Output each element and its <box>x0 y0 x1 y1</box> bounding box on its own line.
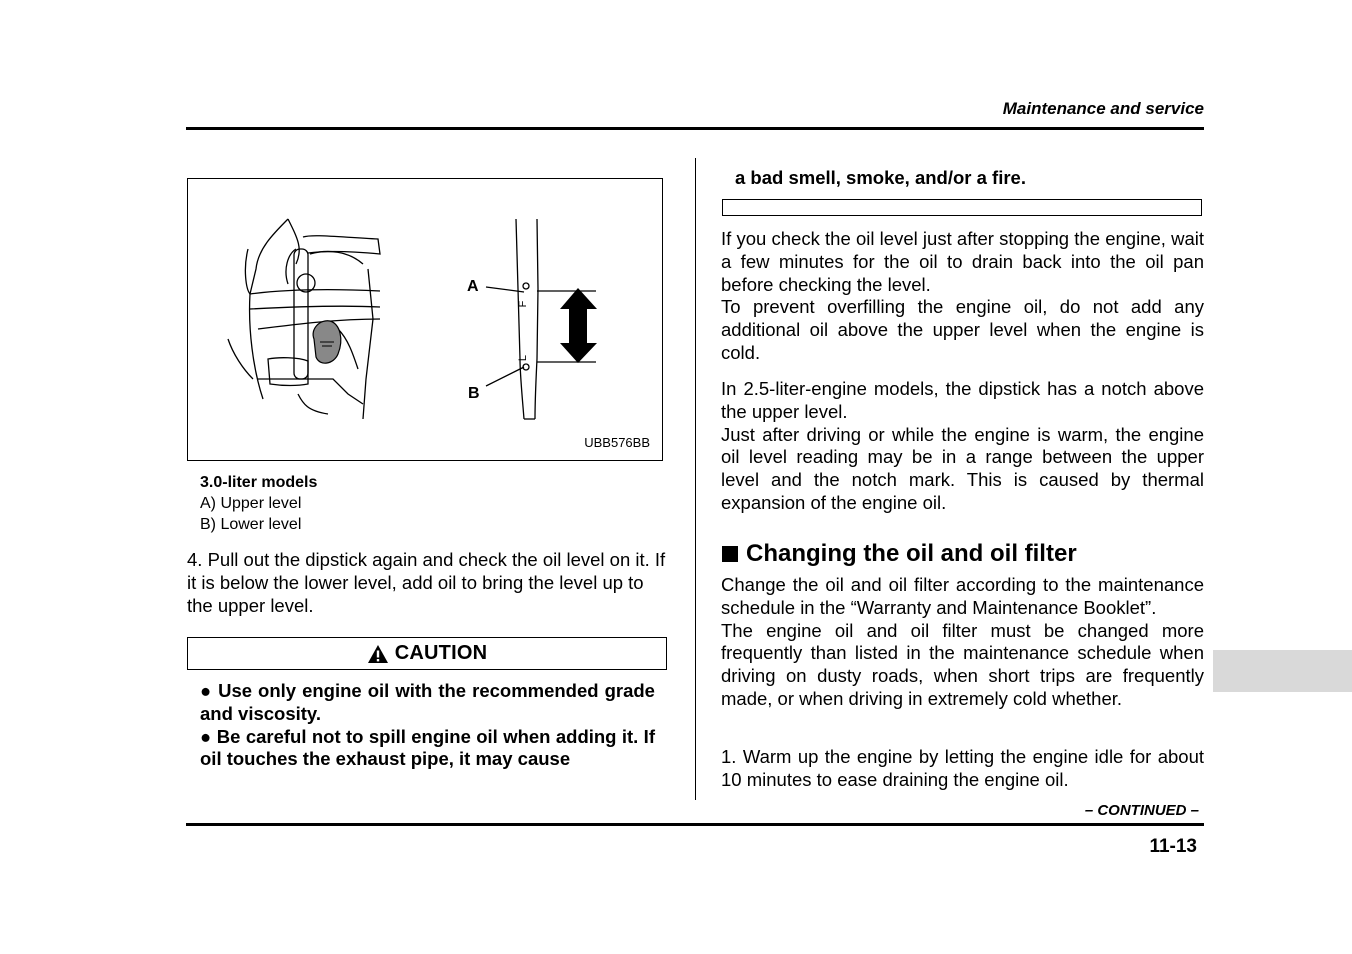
step-4-text: 4. Pull out the dipstick again and check the oil level on it. If it is below the lower level, add oil to bring the level up to the upper level. <box>187 549 666 616</box>
section-heading-text: Changing the oil and oil filter <box>746 540 1077 567</box>
caution-list <box>200 680 655 771</box>
level-range-arrow <box>560 288 597 363</box>
warning-triangle-icon <box>367 644 389 664</box>
para-1: If you check the oil level just after stopping the engine, wait a few minutes for the oil to drain back into the oil pan before checking the level. <box>721 228 1204 295</box>
caution-end-box <box>722 199 1202 216</box>
caution-header <box>187 637 667 670</box>
caption-item-a: A) Upper level <box>200 495 302 512</box>
low-mark: L <box>517 354 529 362</box>
caution-label: CAUTION <box>394 642 488 664</box>
para-oil-check <box>721 228 1204 365</box>
dipstick-illustration <box>188 179 664 462</box>
chapter-tab <box>1213 650 1352 692</box>
engine-drawing <box>228 219 380 419</box>
step-1-text: 1. Warm up the engine by letting the engine idle for about 10 minutes to ease draining the engine oil. <box>721 746 1204 790</box>
caution-item: ● Use only engine oil with the recommended grade and viscosity. <box>200 680 655 724</box>
callout-b: B <box>468 385 480 402</box>
dipstick-figure <box>187 178 663 461</box>
caption-item-b: B) Lower level <box>200 516 302 533</box>
caution-continued-text: a bad smell, smoke, and/or a fire. <box>735 167 1026 188</box>
full-mark: F <box>517 300 529 308</box>
para-6: The engine oil and oil filter must be changed more frequently than listed in the maintenance schedule when driving on dusty roads, when short trips are frequently made, or when driving in extremely cold whether. <box>721 619 1204 709</box>
para-4: Just after driving or while the engine is warm, the engine oil level reading may be in a range between the upper level and the notch mark. This is caused by thermal expansion of the engine oil. <box>721 423 1204 513</box>
figure-caption <box>200 472 317 535</box>
para-notch <box>721 378 1204 515</box>
para-oil-change <box>721 574 1204 711</box>
section-heading <box>722 540 1077 568</box>
para-2: To prevent overfilling the engine oil, do not add any additional oil above the upper level when the engine is cold. <box>721 296 1204 363</box>
column-divider <box>695 158 696 800</box>
figure-code: UBB576BB <box>584 435 650 450</box>
header-rule <box>186 127 1204 130</box>
square-bullet-icon <box>722 546 738 562</box>
running-header: Maintenance and service <box>1002 99 1204 118</box>
caution-item: ● Be careful not to spill engine oil when adding it. If oil touches the exhaust pipe, it may cause <box>200 725 655 770</box>
para-5: Change the oil and oil filter according to the maintenance schedule in the “Warranty and Maintenance Booklet”. <box>721 574 1204 618</box>
footer-rule <box>186 823 1204 826</box>
continued-label: – CONTINUED – <box>1084 802 1199 819</box>
bullet-icon: ● <box>200 725 217 747</box>
para-3: In 2.5-liter-engine models, the dipstick has a notch above the upper level. <box>721 378 1204 422</box>
bullet-icon: ● <box>200 680 219 701</box>
callout-a: A <box>467 278 479 295</box>
page-number: 11-13 <box>1149 836 1197 857</box>
caption-title: 3.0-liter models <box>200 474 318 491</box>
